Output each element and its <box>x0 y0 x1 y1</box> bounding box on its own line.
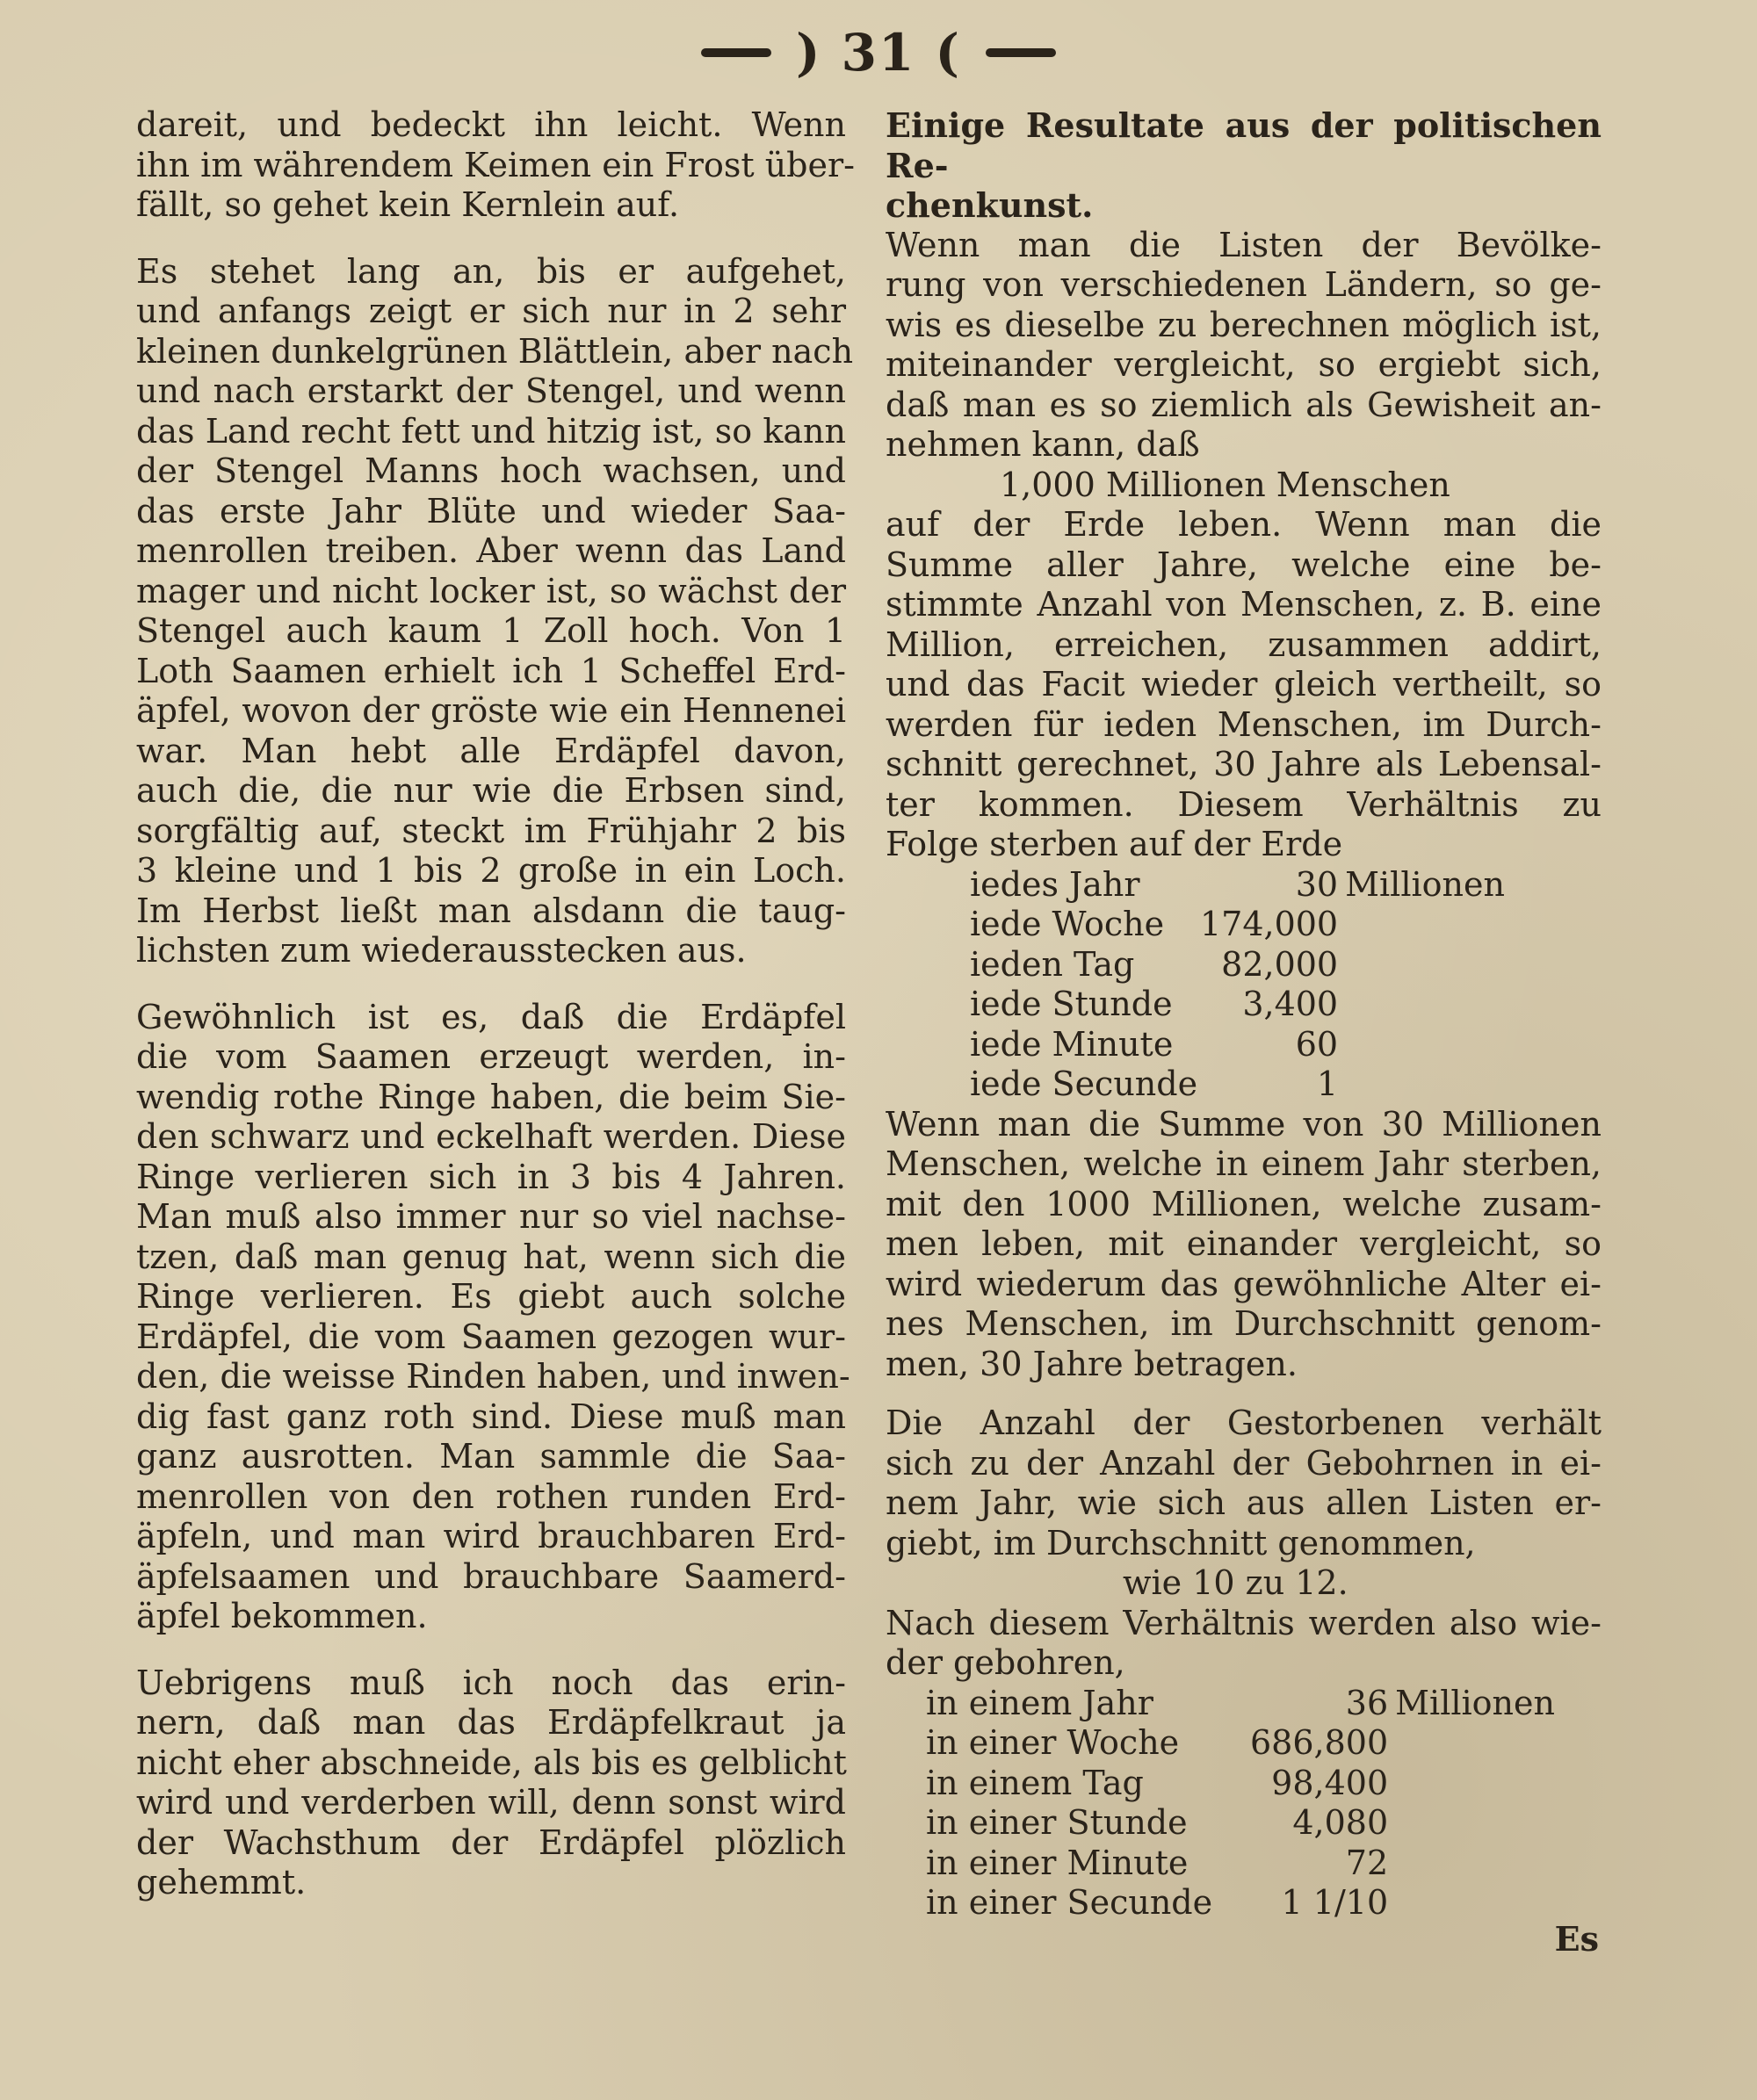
text-line: auch die, die nur wie die Erbsen sind, <box>136 771 846 810</box>
stat-label: iede Stunde <box>970 985 1173 1023</box>
stat-value: 82,000 <box>1221 944 1339 984</box>
stat-row <box>970 985 1505 1025</box>
stat-row <box>970 1064 1505 1105</box>
paragraph <box>136 105 855 226</box>
stat-value: 4,080 <box>1292 1803 1389 1842</box>
text-line: und anfangs zeigt er sich nur in 2 sehr <box>136 292 846 330</box>
stat-label: in einer Minute <box>926 1843 1189 1882</box>
text-line: Wenn man die Summe von 30 Millionen <box>886 1104 1602 1144</box>
stat-label: iede Minute <box>970 1024 1174 1064</box>
text-line: men, 30 Jahre betragen. <box>886 1344 1298 1383</box>
text-line: und nach erstarkt der Stengel, und wenn <box>136 372 846 410</box>
title-line: Einige Resultate aus der politischen Re- <box>886 105 1602 185</box>
text-line: und das Facit wieder gleich vertheilt, so <box>886 665 1602 704</box>
text-line: Die Anzahl der Gestorbenen verhält <box>886 1404 1602 1442</box>
text-line: wis es dieselbe zu berechnen möglich ist, <box>886 305 1602 344</box>
stat-row <box>926 1844 1555 1884</box>
text-line: fällt, so gehet kein Kernlein auf. <box>136 185 680 224</box>
text-line: nern, daß man das Erdäpfelkraut ja <box>136 1703 846 1742</box>
text-line: menrollen von den rothen runden Erd- <box>136 1476 846 1516</box>
text-line: miteinander vergleicht, so ergiebt sich, <box>886 345 1602 384</box>
header-rule-right <box>986 48 1056 57</box>
text-line: ganz ausrotten. Man sammle die Saa- <box>136 1437 846 1476</box>
text-line: Summe aller Jahre, welche eine be- <box>886 545 1602 584</box>
stat-row <box>926 1883 1555 1923</box>
text-line: war. Man hebt alle Erdäpfel davon, <box>136 731 846 770</box>
text-line: wird und verderben will, denn sonst wird <box>136 1783 846 1822</box>
text-line: dig fast ganz roth sind. Diese muß man <box>136 1396 846 1436</box>
stat-value: 30 <box>1295 864 1339 904</box>
text-line: äpfeln, und man wird brauchbaren Erd- <box>136 1517 846 1555</box>
text-line: äpfel, wovon der gröste wie ein Hennenei <box>136 691 846 730</box>
stat-row <box>926 1684 1555 1724</box>
text-line: nicht eher abschneide, als bis es gelblicht <box>136 1743 847 1782</box>
text-line: der Wachsthum der Erdäpfel plözlich <box>136 1822 846 1862</box>
text-line: sich zu der Anzahl der Gebohrnen in ei- <box>886 1443 1602 1483</box>
text-line: tzen, daß man genug hat, wenn sich die <box>136 1237 846 1276</box>
stat-row <box>926 1803 1555 1844</box>
paragraph <box>886 1604 1602 1684</box>
stat-row <box>970 945 1505 985</box>
text-line: wird wiederum das gewöhnliche Alter ei- <box>886 1264 1602 1303</box>
text-line: Im Herbst ließt man alsdann die taug- <box>136 891 846 930</box>
page-header <box>0 18 1757 88</box>
text-line: ihn im währendem Keimen ein Frost über- <box>136 145 855 184</box>
text-line: Ringe verlieren sich in 3 bis 4 Jahren. <box>136 1157 846 1196</box>
stat-row <box>970 865 1505 906</box>
stat-unit <box>1338 1064 1505 1105</box>
text-line: dareit, und bedeckt ihn leicht. Wenn <box>136 105 846 144</box>
text-line: Uebrigens muß ich noch das erin- <box>136 1663 846 1702</box>
stat-value: 60 <box>1295 1024 1339 1064</box>
paragraph <box>886 1404 1602 1563</box>
left-column <box>136 105 855 1903</box>
text-line: schnitt gerechnet, 30 Jahre als Lebensal- <box>886 745 1602 783</box>
text-line: 3 kleine und 1 bis 2 große in ein Loch. <box>136 851 846 890</box>
text-line: gehemmt. <box>136 1863 307 1902</box>
stat-unit: Millionen <box>1395 1683 1555 1722</box>
text-line: daß man es so ziemlich als Gewisheit an- <box>886 385 1602 424</box>
stat-unit <box>1338 945 1505 985</box>
stat-value: 686,800 <box>1249 1723 1389 1762</box>
text-line: mit den 1000 Millionen, welche zusam- <box>886 1184 1602 1223</box>
text-line: Nach diesem Verhältnis werden also wie- <box>886 1603 1602 1642</box>
stat-row <box>926 1723 1555 1764</box>
stat-unit: Millionen <box>1345 864 1505 904</box>
text-line: Loth Saamen erhielt ich 1 Scheffel Erd- <box>136 651 846 690</box>
stat-value: 36 <box>1345 1683 1389 1722</box>
text-line: Es stehet lang an, bis er aufgehet, <box>136 251 846 291</box>
text-line: Ringe verlieren. Es giebt auch solche <box>136 1277 846 1316</box>
paragraph <box>886 226 1602 465</box>
section-title <box>886 105 1602 226</box>
stat-unit <box>1338 905 1505 945</box>
text-line: Menschen, welche in einem Jahr sterben, <box>886 1144 1602 1183</box>
paragraph <box>136 251 854 971</box>
text-line: die vom Saamen erzeugt werden, in- <box>136 1037 846 1076</box>
stat-row <box>970 905 1505 945</box>
text-line: nem Jahr, wie sich aus allen Listen er- <box>886 1483 1602 1522</box>
text-line: stimmte Anzahl von Menschen, z. B. eine <box>886 585 1602 624</box>
stat-label: ieden Tag <box>970 944 1135 984</box>
text-line: nes Menschen, im Durchschnitt genom- <box>886 1304 1602 1343</box>
catchword: Es <box>1554 1919 1599 1959</box>
stat-unit <box>1388 1764 1555 1804</box>
page-number: ) 31 ( <box>796 23 961 83</box>
text-line: Folge sterben auf der Erde <box>886 825 1343 863</box>
stat-value: 98,400 <box>1271 1763 1389 1802</box>
text-line: sorgfältig auf, steckt im Frühjahr 2 bis <box>136 811 846 850</box>
text-line: den schwarz und eckelhaft werden. Diese <box>136 1117 846 1156</box>
text-line: Gewöhnlich ist es, daß die Erdäpfel <box>136 997 846 1036</box>
stat-value: 3,400 <box>1242 985 1339 1023</box>
text-line: Erdäpfel, die vom Saamen gezogen wur- <box>136 1317 846 1356</box>
text-line: werden für ieden Menschen, im Durch- <box>886 704 1602 744</box>
stat-value: 72 <box>1345 1843 1389 1882</box>
text-line: ter kommen. Diesem Verhältnis zu <box>886 784 1602 824</box>
births-table <box>926 1684 1555 1923</box>
header-rule-left <box>701 48 771 57</box>
stat-unit <box>1338 1025 1505 1065</box>
text-line: men leben, mit einander vergleicht, so <box>886 1224 1602 1263</box>
paragraph <box>886 1105 1602 1385</box>
stat-row <box>970 1025 1505 1065</box>
text-line: äpfelsaamen und brauchbare Saamerd- <box>136 1556 846 1596</box>
stat-label: iede Woche <box>970 905 1165 943</box>
text-line: menrollen treiben. Aber wenn das Land <box>136 531 846 570</box>
text-line: das Land recht fett und hitzig ist, so kann <box>136 411 846 451</box>
text-line: rung von verschiedenen Ländern, so ge- <box>886 265 1602 304</box>
stat-label: in einer Woche <box>926 1723 1180 1762</box>
stat-value: 1 1/10 <box>1281 1883 1389 1922</box>
stat-unit <box>1338 985 1505 1025</box>
text-line: Million, erreichen, zusammen addirt, <box>886 624 1602 664</box>
text-line: den, die weisse Rinden haben, und inwen- <box>136 1357 850 1396</box>
title-line: chenkunst. <box>886 185 1094 225</box>
stat-label: in einem Tag <box>926 1763 1144 1802</box>
text-line: auf der Erde leben. Wenn man die <box>886 505 1602 544</box>
text-line: giebt, im Durchschnitt genommen, <box>886 1523 1476 1562</box>
stat-unit <box>1388 1723 1555 1764</box>
right-column <box>886 105 1602 1923</box>
text-line: kleinen dunkelgrünen Blättlein, aber nach <box>136 331 854 371</box>
text-line: äpfel bekommen. <box>136 1597 428 1635</box>
population-line: 1,000 Millionen Menschen <box>1000 465 1450 504</box>
text-line: mager und nicht locker ist, so wächst der <box>136 571 846 610</box>
stat-label: in einem Jahr <box>926 1683 1153 1722</box>
text-line: der gebohren, <box>886 1643 1125 1682</box>
text-line: wendig rothe Ringe haben, die beim Sie- <box>136 1077 846 1116</box>
stat-unit <box>1388 1844 1555 1884</box>
stat-value: 1 <box>1316 1064 1339 1103</box>
stat-unit <box>1388 1803 1555 1844</box>
stat-label: in einer Secunde <box>926 1883 1213 1922</box>
paragraph <box>136 1663 846 1903</box>
paragraph <box>886 505 1602 865</box>
paragraph <box>136 997 850 1637</box>
text-line: Stengel auch kaum 1 Zoll hoch. Von 1 <box>136 611 846 650</box>
text-line: Man muß also immer nur so viel nachse- <box>136 1197 846 1236</box>
deaths-table <box>970 865 1505 1105</box>
stat-row <box>926 1764 1555 1804</box>
stat-value: 174,000 <box>1199 905 1339 943</box>
stat-label: iedes Jahr <box>970 864 1140 904</box>
stat-label: iede Secunde <box>970 1064 1198 1103</box>
ratio-line: wie 10 zu 12. <box>1123 1563 1348 1602</box>
text-line: der Stengel Manns hoch wachsen, und <box>136 451 846 490</box>
text-line: lichsten zum wiederausstecken aus. <box>136 931 747 970</box>
stat-label: in einer Stunde <box>926 1803 1188 1842</box>
text-line: Wenn man die Listen der Bevölke- <box>886 225 1602 264</box>
text-line: das erste Jahr Blüte und wieder Saa- <box>136 491 846 530</box>
text-line: nehmen kann, daß <box>886 425 1200 464</box>
stat-unit <box>1388 1883 1555 1923</box>
